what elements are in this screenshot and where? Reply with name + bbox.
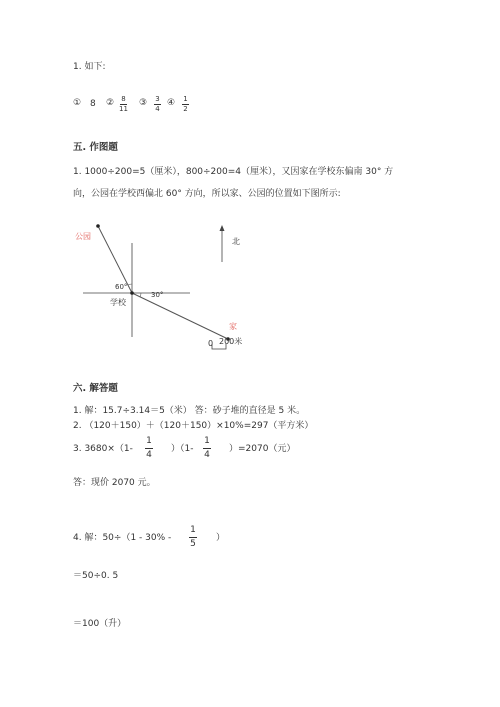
angle-30-arc (140, 293, 141, 297)
park-point (96, 224, 100, 228)
section-5-line-1: 1. 1000÷200=5（厘米），800÷200=4（厘米），又因家在学校东偏南 30° 方 (73, 167, 394, 177)
problem-4-fraction (189, 525, 197, 550)
fraction-numerator: 1 (146, 436, 152, 446)
problem-4-step-2: ＝100（升） (73, 619, 127, 629)
fraction-bar (203, 448, 211, 449)
answer-marker-1: ① (73, 98, 82, 108)
scale-length-label: 200米 (219, 337, 243, 346)
answer-marker-3: ③ (139, 98, 148, 108)
fraction-denominator: 4 (155, 105, 160, 113)
angle-60-arc (128, 284, 132, 285)
problem-2-line: 2. （120＋150）＋（120＋150）×10%=297（平方米） (73, 421, 314, 431)
section-5-line-2: 向，公园在学校西偏北 60° 方向，所以家、公园的位置如下图所示: (73, 189, 341, 199)
fraction-numerator: 1 (183, 95, 188, 103)
fraction-numerator: 3 (155, 95, 160, 103)
angle-60-label: 60° (115, 283, 128, 291)
problem-3-fraction-b (203, 436, 211, 461)
problem-3-part-c: ）=2070（元） (229, 444, 296, 454)
fraction-denominator: 11 (119, 105, 128, 113)
fraction-bar (145, 448, 153, 449)
fraction-denominator: 5 (190, 539, 196, 549)
home-label: 家 (229, 322, 237, 331)
fraction-denominator: 4 (204, 450, 210, 460)
park-label: 公园 (75, 232, 91, 241)
fraction-numerator: 1 (190, 525, 196, 535)
problem-3-fraction-a (145, 436, 153, 461)
school-point (130, 291, 134, 295)
school-label: 学校 (110, 298, 126, 307)
answer-marker-4: ④ (167, 98, 176, 108)
fraction-numerator: 1 (204, 436, 210, 446)
answer-marker-2: ② (106, 98, 115, 108)
section-5-heading: 五. 作图题 (73, 142, 118, 153)
fraction-denominator: 4 (146, 450, 152, 460)
north-label: 北 (232, 237, 240, 246)
home-direction-line (132, 293, 228, 339)
question-1-heading: 1. 如下: (73, 62, 106, 72)
problem-1-line: 1. 解：15.7÷3.14＝5（米） 答：砂子堆的直径是 5 米。 (73, 406, 306, 416)
scale-zero-label: 0 (208, 339, 214, 348)
north-arrow-head (220, 225, 225, 231)
problem-4-part-a: 4. 解：50÷（1 - 30% - (73, 533, 172, 543)
problem-3-answer: 答：现价 2070 元。 (73, 478, 156, 488)
problem-3-part-b: ）（1- (171, 444, 194, 454)
problem-4-part-b: ） (216, 533, 226, 543)
problem-4-step-1: ＝50÷0. 5 (73, 571, 119, 581)
angle-30-label: 30° (151, 291, 164, 299)
fraction-bar (189, 537, 197, 538)
section-6-heading: 六. 解答题 (73, 383, 118, 394)
problem-3-part-a: 3. 3680×（1- (73, 444, 133, 454)
answer-value-1: 8 (90, 99, 96, 109)
fraction-denominator: 2 (183, 105, 188, 113)
fraction-numerator: 8 (121, 95, 126, 103)
